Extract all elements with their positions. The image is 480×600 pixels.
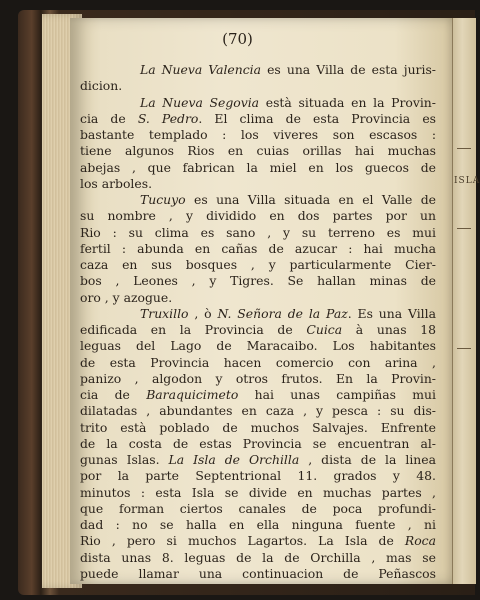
map-line [457,148,471,149]
text-line [80,533,436,549]
text-line [80,566,436,582]
text-segment: tiene algunos Rios en cuias orillas hai muchas [80,143,436,159]
page-text [80,62,436,582]
text-segment: dilatadas , abundantes en caza , y pesca : su dis- [80,403,436,419]
italic-text-segment: La Isla de Orchilla [168,452,300,467]
italic-text-segment: La Nueva Valencia [140,62,262,77]
text-line [80,62,436,78]
text-line [80,468,436,484]
text-segment: , dista de la linea [299,452,436,467]
text-segment: dista unas 8. leguas de la de Orchilla , mas se [80,549,436,565]
text-line [80,436,436,452]
text-segment: hai unas campiñas mui [238,387,436,402]
text-segment: por la parte Septentrional 11. grados y 48. [80,468,436,484]
text-segment: trito està poblado de muchos Salvajes. Enfrente [80,419,436,435]
text-segment: cia de [80,387,147,402]
text-segment: que forman ciertos canales de poca profundi- [80,500,436,516]
italic-text-segment: N. Señora de la Paz [217,305,348,321]
text-line [80,387,436,403]
text-segment: leguas del Lago de Maracaibo. Los habitantes [80,338,436,354]
text-line [80,403,436,419]
italic-text-segment: Roca [404,533,436,549]
text-line [80,485,436,501]
text-line [80,208,436,224]
text-segment: panizo , algodon y otros frutos. En la Provin- [80,370,436,386]
page-number: (70) [222,30,253,48]
text-line [80,273,436,289]
text-segment: bastante templado : los viveres son escasos : [80,127,436,142]
text-line [80,176,436,192]
italic-text-segment: Tucuyo [140,192,186,207]
italic-text-segment: Truxillo [140,305,189,321]
text-segment: està situada en la Provin- [259,94,436,110]
text-line [80,306,436,322]
text-segment: de la costa de estas Provincia se encuentran al- [80,435,436,451]
text-segment: los arboles. [80,175,153,191]
text-segment: dad : no se halla en ella ninguna fuente , ni [80,517,436,532]
text-segment: minutos : esta Isla se divide en muchas partes , [80,484,436,500]
text-line [80,322,436,338]
text-line [80,241,436,257]
text-line [80,290,436,306]
text-segment: bos , Leones , y Tigres. Se hallan minas de [80,273,436,289]
text-segment: dicion. [80,78,123,94]
text-segment: à unas 18 [342,322,436,337]
text-segment: edificada en la Provincia de [80,322,307,337]
text-line [80,160,436,176]
map-line [457,348,471,349]
text-segment: fertil : abunda en cañas de azucar : hai mucha [80,240,436,256]
text-segment: de esta Provincia hacen comercio con arina , [80,354,436,370]
text-segment: abejas , que fabrican la miel en los guecos de [80,159,436,175]
text-line [80,95,436,111]
italic-text-segment: S. Pedro [137,110,199,126]
text-line [80,127,436,143]
text-segment: su nombre , y dividido en dos partes por un [80,208,436,224]
text-line [80,78,436,94]
italic-text-segment: La Nueva Segovia [140,94,260,110]
text-line [80,192,436,208]
italic-text-segment: Cuica [306,322,343,337]
text-line [80,338,436,354]
text-segment: oro , y azogue. [80,289,173,305]
text-line [80,420,436,436]
text-line [80,517,436,533]
text-line [80,257,436,273]
text-line [80,355,436,371]
facing-map-edge [452,18,480,584]
map-label: ISLA [454,176,480,186]
text-line [80,452,436,468]
text-line [80,371,436,387]
text-segment: gunas Islas. [80,452,169,467]
text-segment: Rio : su clima es sano , y su terreno es mui [80,224,436,240]
text-segment: cia de [80,110,138,126]
text-segment: Rio , pero si muchos Lagartos. La Isla de [80,533,405,549]
text-segment: puede llamar una continuacion de Peñascos [80,565,436,581]
text-line [80,501,436,517]
text-line [80,143,436,159]
text-segment: . Es una Villa [347,305,436,321]
text-segment: . El clima de esta Provincia es [198,110,437,126]
text-segment: es una Villa de esta juris- [261,62,436,77]
text-segment: es una Villa situada en el Valle de [185,192,436,207]
map-line [457,228,471,229]
text-line [80,225,436,241]
text-segment: , ò [188,305,218,321]
text-line [80,111,436,127]
italic-text-segment: Baraquicimeto [146,387,239,402]
text-line [80,550,436,566]
text-segment: caza en sus bosques , y particularmente Cier- [80,257,436,272]
